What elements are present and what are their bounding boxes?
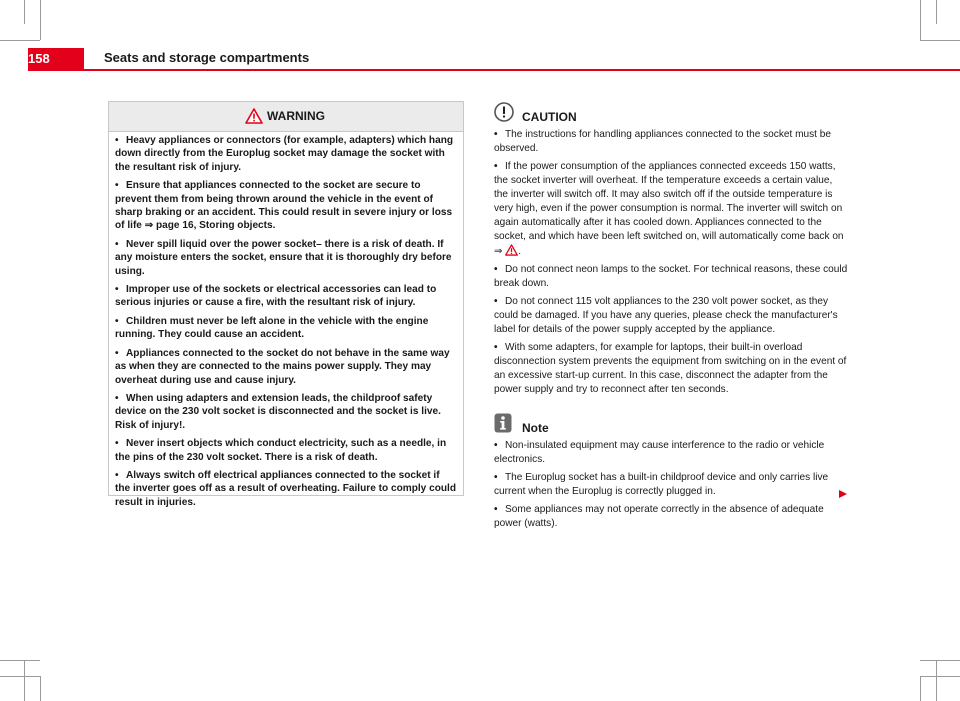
crop-mark xyxy=(0,676,40,677)
list-item: • Children must never be left alone in the vehicle with the engine running. They could cause an accident. xyxy=(115,315,429,341)
list-item: • Non-insulated equipment may cause interference to the radio or vehicle electronics. xyxy=(494,440,825,465)
caution-title: CAUTION xyxy=(522,110,577,124)
crop-mark xyxy=(920,676,960,677)
list-item: • Improper use of the sockets or electrical accessories can lead to serious injuries or cause a fire, with the resultant risk of injury. xyxy=(115,284,437,309)
warning-triangle-icon xyxy=(245,108,263,124)
crop-mark xyxy=(24,660,25,701)
warning-title: WARNING xyxy=(267,109,325,123)
list-item: • With some adapters, for example for laptops, their built-in overload disconnection system prevents the equipment from switching on in the event of an excessive start-up current. In this case, disconnect the adapter from the power supply and try to reconnect after ten seconds. xyxy=(494,342,847,395)
crop-mark xyxy=(920,676,921,701)
crop-mark xyxy=(40,676,41,701)
page-number-text: 158 xyxy=(28,51,50,66)
warning-header xyxy=(109,102,463,132)
list-item: • Heavy appliances or connectors (for example, adapters) which hang down directly from the Europlug socket may damage the socket with the resultant risk of injury. xyxy=(115,135,454,173)
list-item: • The instructions for handling appliances connected to the socket must be observed. xyxy=(494,129,831,154)
continue-arrow-icon xyxy=(838,489,848,499)
note-header xyxy=(494,413,848,439)
list-item: • Appliances connected to the socket do not behave in the same way as when they are connected to the mains power supply. They may overheat during use and cause injury. xyxy=(115,347,450,386)
caution-icon xyxy=(494,102,514,122)
warning-list xyxy=(109,132,463,509)
list-item: • Always switch off electrical appliances connected to the socket if the inverter goes off as a result of overheating. Failure to comply could result in injuries. xyxy=(115,469,457,508)
list-item: • If the power consumption of the appliances connected exceeds 150 watts, the socket inverter will overheat. If the temperature exceeds a certain value, the inverter will switch off. It may also switch off if the outside temperature is very high, even if the power consumption is normal. The inverter will switch on again automatically after it has cooled down. Appliances connected to the socket, and which have been left switched on, will automatically come back on ⇒ . xyxy=(494,161,844,257)
warning-triangle-icon xyxy=(505,244,518,256)
list-item: • Never spill liquid over the power socket– there is a risk of death. If any moisture enters the socket, ensure that it is thoroughly dry before using. xyxy=(115,238,452,277)
list-item: • Ensure that appliances connected to the socket are secure to prevent them from being thrown around the vehicle in the event of sharp braking or an accident. This could result in severe injury or loss of life ⇒ page 16, Storing objects. xyxy=(115,180,453,232)
header-rule xyxy=(28,69,960,71)
crop-mark xyxy=(920,660,960,661)
crop-mark xyxy=(936,660,937,701)
page-title: Seats and storage compartments xyxy=(104,50,310,65)
list-item: • Do not connect 115 volt appliances to the 230 volt power socket, as they could be damaged. If you have any queries, please check the manufacturer's label for details of the power supply accepted by the appliance. xyxy=(494,296,838,335)
list-item: • Some appliances may not operate correctly in the absence of adequate power (watts). xyxy=(494,504,824,529)
list-item: • Do not connect neon lamps to the socket. For technical reasons, these could break down. xyxy=(494,264,848,289)
crop-mark xyxy=(0,660,40,661)
list-item: • When using adapters and extension leads, the childproof safety device on the 230 volt socket is disconnected and the socket is live. Risk of injury!. xyxy=(115,392,441,431)
right-column xyxy=(494,102,848,535)
list-item: • The Europlug socket has a built-in childproof device and only carries live current when the Europlug is correctly plugged in. xyxy=(494,472,829,497)
note-list xyxy=(494,439,848,531)
caution-list xyxy=(494,128,848,397)
note-title: Note xyxy=(522,421,549,435)
warning-box xyxy=(108,101,464,508)
page-header xyxy=(0,0,960,70)
page-number xyxy=(28,48,84,70)
caution-header xyxy=(494,102,848,128)
info-icon xyxy=(494,413,512,433)
list-item: • Never insert objects which conduct electricity, such as a needle, in the pins of the 230 volt socket. There is a risk of death. xyxy=(115,438,447,463)
